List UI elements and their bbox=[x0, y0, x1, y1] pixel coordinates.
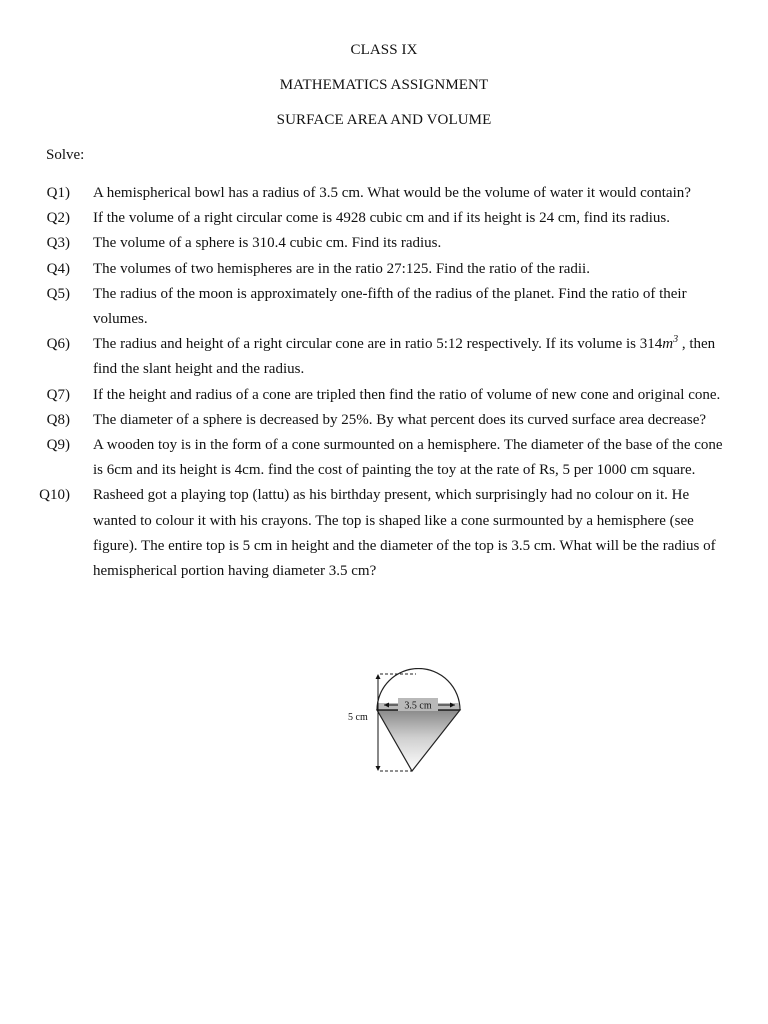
topic-heading: SURFACE AREA AND VOLUME bbox=[276, 112, 492, 128]
question-text: A hemispherical bowl has a radius of 3.5 cm. What would be the volume of water it would contain? bbox=[93, 185, 691, 201]
question-text: The volume of a sphere is 310.4 cubic cm. Find its radius. bbox=[93, 235, 442, 252]
question-text-before: The radius and height of a right circular cone are in ratio 5:12 respectively. If its volume is bbox=[93, 336, 640, 353]
question-number: Q7) bbox=[46, 386, 70, 403]
spinning-top-figure bbox=[340, 668, 470, 778]
question-number: Q6) bbox=[46, 336, 70, 353]
question-number: Q3) bbox=[46, 235, 70, 252]
question-text: The diameter of a sphere is decreased by 25%. By what percent does its curved surface area decrease? bbox=[93, 411, 707, 428]
question-text-after: , then find the slant height and the radius. bbox=[93, 336, 716, 378]
question-number: Q4) bbox=[46, 260, 70, 277]
question-text: If the height and radius of a cone are tripled then find the ratio of volume of new cone and original cone. bbox=[93, 386, 721, 403]
question-text: A wooden toy is in the form of a cone surmounted on a hemisphere. The diameter of the base of the cone is 6cm and its height is 4cm. find the cost of painting the toy at the rate of Rs, 5 per 1000 cm square. bbox=[93, 437, 723, 479]
question-number: Q8) bbox=[46, 411, 70, 428]
instruction-text: Solve: bbox=[46, 147, 85, 163]
question-3 bbox=[0, 231, 768, 256]
volume-unit bbox=[662, 336, 678, 352]
question-number: Q1) bbox=[46, 185, 70, 201]
question-list bbox=[0, 181, 768, 584]
question-5 bbox=[0, 282, 768, 332]
unit-exponent: 3 bbox=[673, 334, 679, 346]
unit-symbol: m bbox=[662, 336, 674, 353]
question-8 bbox=[0, 408, 768, 433]
question-6 bbox=[0, 332, 768, 382]
question-text bbox=[93, 332, 723, 382]
height-label: 5 cm bbox=[348, 712, 368, 723]
question-number: Q2) bbox=[46, 210, 70, 227]
question-text: Rasheed got a playing top (lattu) as his birthday present, which surprisingly had no colour on it. He wanted to colour it with his crayons. The top is shaped like a cone surmounted by a hemisphere (see figure). The entire top is 5 cm in height and the diameter of the top is 3.5 cm. What will be the radius of hemispherical portion having diameter 3.5 cm? bbox=[93, 487, 716, 580]
question-text: The volumes of two hemispheres are in the ratio 27:125. Find the ratio of the radii. bbox=[93, 260, 590, 277]
question-text: The radius of the moon is approximately one-fifth of the radius of the planet. Find the ratio of their volumes. bbox=[93, 285, 687, 328]
question-number: Q5) bbox=[46, 285, 70, 302]
question-7 bbox=[0, 383, 768, 408]
volume-value: 314 bbox=[639, 336, 663, 353]
subject-heading: MATHEMATICS ASSIGNMENT bbox=[279, 77, 489, 93]
question-2 bbox=[0, 206, 768, 231]
question-number: Q9) bbox=[46, 437, 70, 454]
question-9 bbox=[0, 433, 768, 483]
question-10 bbox=[0, 483, 768, 584]
cone-shape bbox=[377, 710, 460, 771]
question-4 bbox=[0, 257, 768, 282]
question-text: If the volume of a right circular come is 4928 cubic cm and if its height is 24 cm, find its radius. bbox=[93, 210, 670, 227]
question-1 bbox=[0, 181, 768, 206]
question-number: Q10) bbox=[39, 487, 70, 504]
diameter-label: 3.5 cm bbox=[404, 700, 432, 712]
class-heading: CLASS IX bbox=[350, 42, 418, 58]
